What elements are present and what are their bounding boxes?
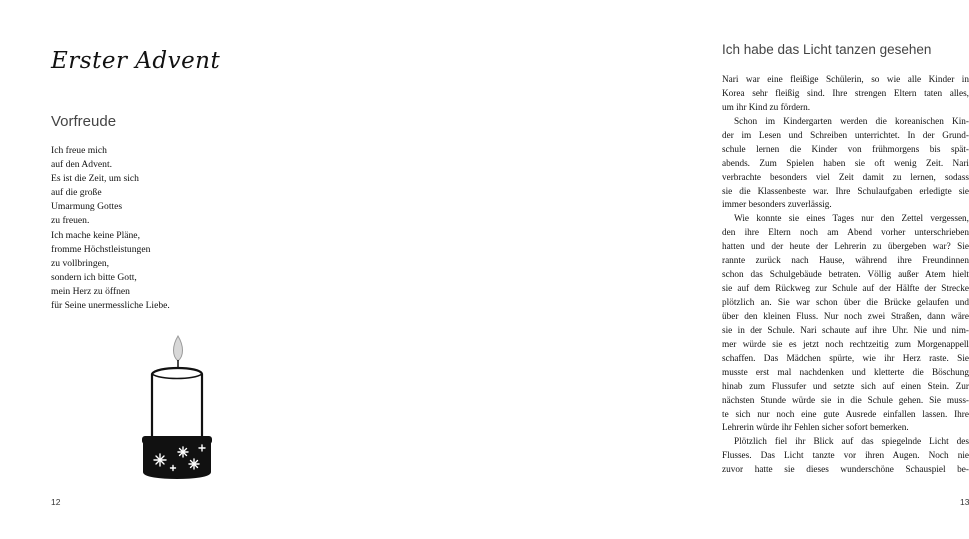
poem-line: für Seine unermessliche Liebe. bbox=[51, 300, 170, 312]
candle-icon bbox=[138, 334, 214, 484]
chapter-title: Erster Advent bbox=[51, 48, 221, 74]
page-number-right: 13 bbox=[960, 497, 969, 507]
story-line: Korea sehr fleißig sind. Ihre strengen Eltern taten alles, bbox=[722, 88, 969, 99]
story-line: musste erst mal nachdenken und kletterte die Böschung bbox=[722, 367, 969, 378]
story-text bbox=[722, 74, 969, 478]
poem-line: Umarmung Gottes bbox=[51, 201, 123, 213]
story-line: plötzlich an. Sie war schon über die Brücke gelaufen und bbox=[722, 298, 969, 308]
story-line: verbrachte besonders viel Zeit damit zu lernen, sodass bbox=[722, 172, 969, 183]
poem-line: Es ist die Zeit, um sich bbox=[51, 173, 139, 185]
story-line: sie auf dem Rückweg zur Schule auf der Hälfte der Strecke bbox=[722, 284, 969, 295]
story-line: Plötzlich fiel ihr Blick auf das spiegelnde Licht des bbox=[734, 437, 969, 448]
poem-line: sondern ich bitte Gott, bbox=[51, 271, 137, 283]
story-line: sie die Klassenbeste war. Ihre Schulaufgaben erledigte sie bbox=[722, 186, 969, 197]
story-line: den ihre Eltern noch am Abend vorher unterschrieben bbox=[722, 228, 969, 239]
story-line: te sich nur noch eine gute Ausrede einfallen lassen. Ihre bbox=[722, 409, 969, 420]
story-line: schule lernen die Kinder von frühmorgens bis spät- bbox=[722, 144, 969, 155]
story-line: hinab zum Flussufer und setzte sich auf einen Stein. Zur bbox=[722, 381, 969, 392]
story-line: hatten und der heute der Lehrerin zu übergeben war? Sie bbox=[722, 242, 969, 253]
page-number-left: 12 bbox=[51, 497, 61, 507]
story-line: Flusses. Das Licht tanzte vor ihren Augen. Noch nie bbox=[722, 451, 969, 462]
story-paragraph bbox=[722, 74, 969, 116]
story-line: sie in der Schule. Nari schaute auf ihre Uhr. Nie und nim- bbox=[722, 325, 969, 336]
story-paragraph bbox=[722, 116, 969, 214]
poem-line: zu freuen. bbox=[51, 215, 90, 227]
poem bbox=[51, 144, 311, 313]
story-line: Schon im Kindergarten werden die koreanischen Kin- bbox=[734, 116, 969, 127]
story-line: Nari war eine fleißige Schülerin, so wie alle Kinder in bbox=[722, 75, 969, 85]
story-paragraph bbox=[722, 213, 969, 436]
left-page bbox=[0, 0, 340, 539]
story-line: Lehrerin würde ihr Fehlen sicher sofort bemerken. bbox=[722, 423, 909, 434]
poem-line: Ich freue mich bbox=[51, 145, 107, 156]
poem-line: auf die große bbox=[51, 187, 102, 199]
story-line: schon das Schulgebäude betraten. Völlig außer Atem hielt bbox=[722, 270, 969, 281]
story-line: schaffen. Das Mädchen spürte, wie ihr Herz raste. Sie bbox=[722, 353, 969, 364]
poem-line: fromme Höchstleistungen bbox=[51, 243, 151, 255]
candle-flame bbox=[174, 336, 183, 361]
story-line: immer besonders zuverlässig. bbox=[722, 200, 832, 211]
story-line: zuvor hatte sie dieses wunderschöne Schauspiel be- bbox=[722, 465, 969, 476]
right-page bbox=[340, 0, 969, 539]
section-title: Vorfreude bbox=[51, 113, 117, 130]
poem-line: zu vollbringen, bbox=[51, 257, 110, 269]
story-line: der im Lesen und Schreiben unterrichtet. In der Grund- bbox=[722, 130, 969, 141]
story-paragraph bbox=[722, 436, 969, 478]
story-line: nächsten Stunde würde sie in die Schule gehen. Sie muss- bbox=[722, 395, 969, 406]
story-line: mer würde sie es jetzt noch rechtzeitig zum Morgenappell bbox=[722, 339, 969, 350]
story-line: abends. Zum Spielen haben sie oft wenig Zeit. Nari bbox=[722, 158, 969, 169]
poem-line: auf den Advent. bbox=[51, 159, 113, 171]
story-line: um ihr Kind zu fördern. bbox=[722, 102, 811, 113]
story-title: Ich habe das Licht tanzen gesehen bbox=[722, 42, 932, 57]
poem-line: Ich mache keine Pläne, bbox=[51, 229, 140, 241]
story-line: rannte zurück nach Hause, während ihre Freundinnen bbox=[722, 256, 969, 267]
candle-holder bbox=[144, 440, 210, 478]
story-line: Wie konnte sie eines Tages nur den Zettel vergessen, bbox=[734, 214, 969, 225]
story-line: über den kleinen Fluss. Nur noch zwei Straßen, dann wäre bbox=[722, 311, 969, 322]
poem-line: mein Herz zu öffnen bbox=[51, 285, 130, 297]
